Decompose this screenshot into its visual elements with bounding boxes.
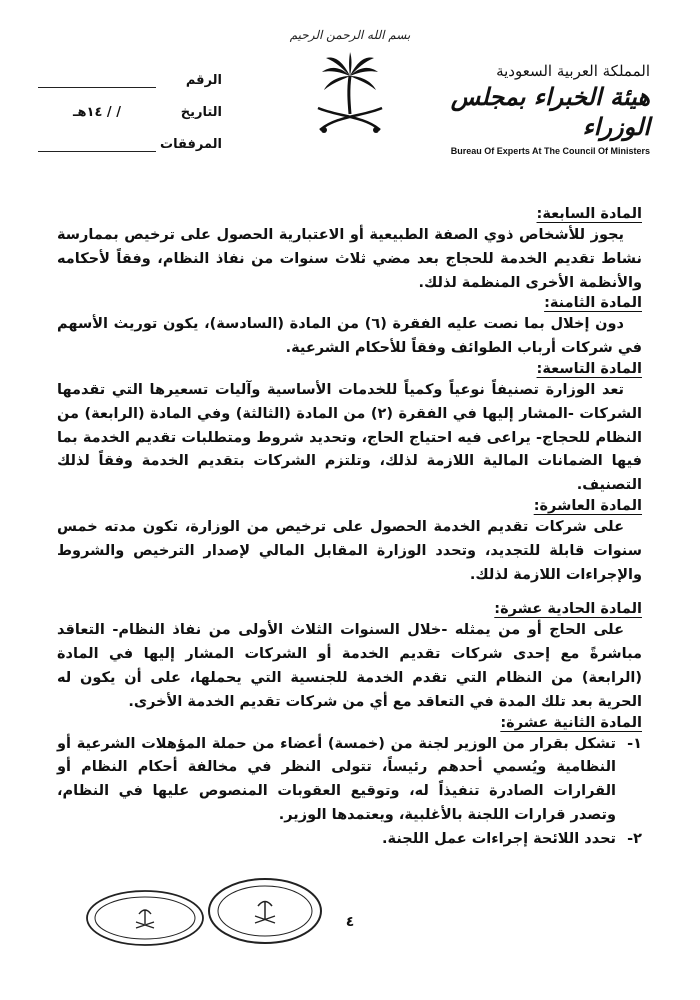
ref-number-row (32, 64, 222, 96)
reference-block (32, 64, 222, 160)
page-number: ٤ (345, 914, 355, 930)
basmala: بسم الله الرحمن الرحيم (289, 28, 411, 42)
kingdom-name: المملكة العربية السعودية (496, 62, 650, 80)
article-title: المادة الثانية عشرة: (500, 714, 642, 731)
article-text: يجوز للأشخاص ذوي الصفة الطبيعية أو الاعتبارية الحصول على ترخيص بممارسة نشاط تقديم الخدمة للحجاج بعد مضي ثلاث سنوات من نفاذ النظام، وفقاً لأحكامه والأنظمة الأخرى المنظمة لذلك. (57, 227, 642, 291)
date-label: التاريخ (180, 104, 222, 120)
item-text: تحدد اللائحة إجراءات عمل اللجنة. (382, 830, 616, 847)
date-value: / / ١٤هـ (73, 105, 121, 120)
article-title: المادة السابعة: (536, 206, 642, 222)
official-seal-icon (205, 875, 325, 947)
ref-number-label: الرقم (185, 72, 222, 88)
palm-swords-emblem-icon (312, 52, 388, 140)
attachments-line (38, 137, 156, 152)
date-row (32, 96, 222, 128)
item-number: ١- (627, 735, 642, 752)
official-seal-icon (84, 888, 206, 948)
article-text: دون إخلال بما نصت عليه الفقرة (٦) من المادة (السادسة)، يكون توريث الأسهم في شركات أرباب الطوائف وفقاً للأحكام الشرعية. (57, 316, 642, 357)
article-item (57, 828, 642, 852)
article-item (57, 733, 642, 828)
bureau-name-arabic: هيئة الخبراء بمجلس الوزراء (450, 82, 650, 141)
organization-block (435, 62, 650, 156)
article-title: المادة العاشرة: (533, 497, 642, 514)
article-title: المادة الثامنة: (544, 295, 642, 312)
article-text: تعد الوزارة تصنيفاً نوعياً وكمياً للخدمات الأساسية وآليات تسعيرها التي تقدمها الشركات -المشار إليها في الفقرة (٢) من المادة (الثالثة) وفي المادة (الرابعة) من النظام للحجاج- يراعى فيه احتياج الحاج، وتحديد شروط ومتطلبات تقديم الخدمة بما فيها الضمانات المالية اللازمة لذلك، وتلتزم الشركات بتقديم الخدمة وفقاً لذلك التصنيف. (57, 381, 642, 494)
article-text: على الحاج أو من يمثله -خلال السنوات الثلاث الأولى من نفاذ النظام- التعاقد مباشرةً مع إحدى شركات تقديم الخدمة أو الشركات المشار إليها في المادة (الرابعة) من النظام التي تقدم الخدمة للجنسية التي يحملها، على أن يكون له الحرية بعد تلك المدة في التعاقد مع أي من شركات تقديم الخدمة الأخرى. (57, 622, 642, 710)
article-title: المادة الحادية عشرة: (494, 601, 642, 618)
document-body (57, 206, 642, 852)
attachments-row (32, 128, 222, 160)
item-number: ٢- (627, 830, 642, 847)
ref-number-line (38, 73, 156, 88)
attachments-label: المرفقات (160, 136, 222, 152)
item-text: تشكل بقرار من الوزير لجنة من (خمسة) أعضاء من حملة المؤهلات الشرعية أو النظامية ويُسمي أحدهم رئيساً، تتولى النظر في مخالفة أحكام النظام أو القرارات الصادرة تنفيذاً له، وتوقيع العقوبات المنصوص عليها في النظام، وتصدر قرارات اللجنة بالأغلبية، ويعتمدها الوزير. (57, 735, 616, 823)
article-text: على شركات تقديم الخدمة الحصول على ترخيص من الوزارة، تكون مدته خمس سنوات قابلة للتجديد، وتحدد الوزارة المقابل المالي لإصدار الترخيص والشروط والإجراءات اللازمة لذلك. (57, 518, 642, 583)
bureau-name-english: Bureau Of Experts At The Council Of Ministers (450, 146, 650, 156)
article-title: المادة التاسعة: (536, 360, 642, 377)
